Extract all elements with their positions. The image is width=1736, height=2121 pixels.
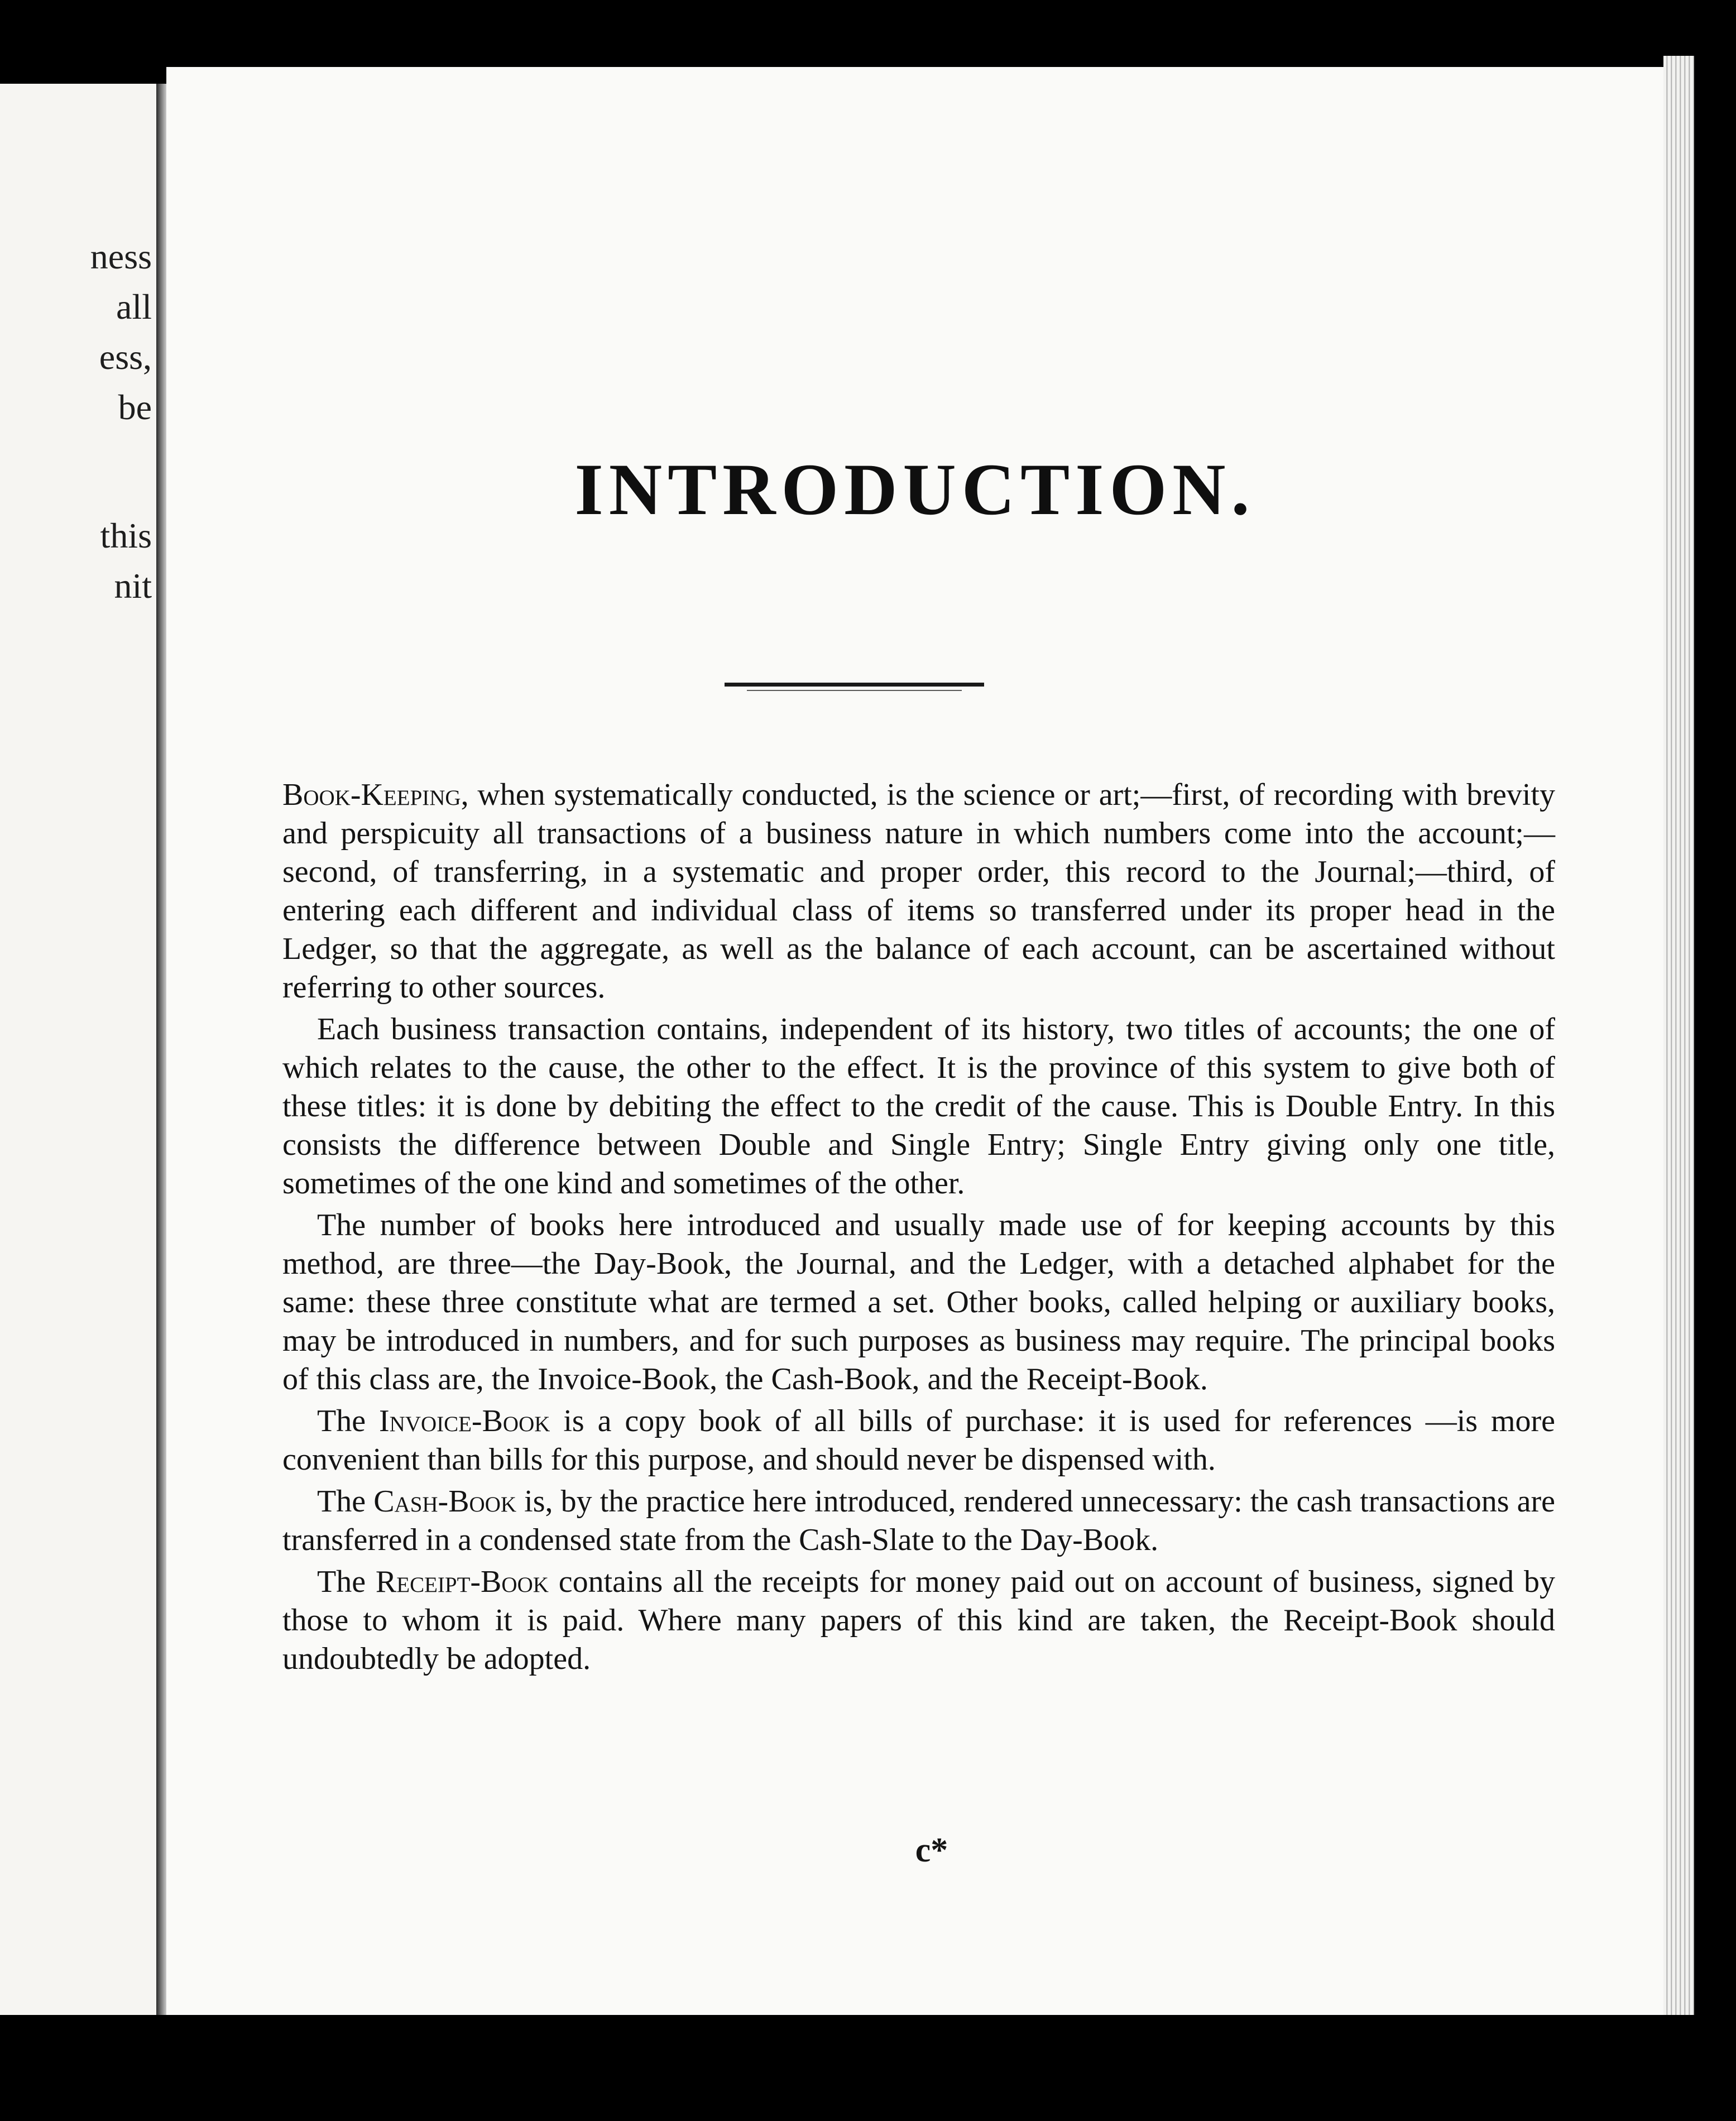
term-receipt-book: Receipt-Book bbox=[375, 1565, 549, 1599]
paragraph-text: Each business transaction contains, independent of its history, two titles of accounts; the one of which relates to the cause, the other to the effect. It is the province of this system to give both of these titles: it is done by debiting the effect to the credit of the cause. This is Double Entry. In this consists the difference between Double and Single Entry; Single Entry giving only one title, sometimes of the one kind and sometimes of the other. bbox=[282, 1012, 1555, 1201]
term-cash-book: Cash-Book bbox=[373, 1484, 517, 1519]
left-page-fragment: ness bbox=[90, 237, 152, 276]
signature-mark: c* bbox=[915, 1831, 948, 1869]
title-divider bbox=[725, 683, 984, 687]
book-gutter bbox=[156, 84, 166, 2015]
paragraph-text: is, by the practice here introduced, rendered unnecessary: the cash transactions are transferred in a condensed state from the Cash-Slate to the Day-Book. bbox=[282, 1484, 1556, 1557]
left-page-fragment: ess, bbox=[99, 337, 152, 377]
paragraph-text: when systematically conducted, is the science or art;—first, of recording with brevity and perspicuity all transactions of a business nature in which numbers come into the account;—second, of transferring, in a systematic and proper order, this record to the Journal;—third, of entering each different and individual class of items so transferred under its proper head in the Ledger, so that the aggregate, as well as the balance of each account, can be ascertained without referring to other sources. bbox=[282, 778, 1555, 1005]
left-page-fragment: be bbox=[118, 387, 152, 427]
left-page-fragment: this bbox=[100, 516, 152, 555]
paragraph-receipt-book bbox=[282, 1563, 1555, 1678]
paragraph-text: contains all the receipts for money paid out on account of business, signed by those to whom it is paid. Where many papers of this kind are taken, the Receipt-Book should undoubtedly be adopted. bbox=[282, 1565, 1556, 1676]
paragraph-cash-book bbox=[282, 1482, 1555, 1559]
left-page-fragment: all bbox=[116, 287, 152, 327]
paragraph-invoice-book bbox=[282, 1402, 1555, 1479]
paragraph-text: The number of books here introduced and usually made use of for keeping accounts by this method, are three—the Day-Book, the Journal, and the Ledger, with a detached alphabet for the same: these three constitute what are termed a set. Other books, called helping or auxiliary books, may be introduced in numbers, and for such purposes as business may require. The principal books of this class are, the Invoice-Book, the Cash-Book, and the Receipt-Book. bbox=[282, 1208, 1555, 1397]
paragraph-prefix: The bbox=[317, 1565, 376, 1599]
paragraph-prefix: The bbox=[317, 1404, 379, 1438]
main-page bbox=[166, 67, 1663, 2015]
paragraph-books bbox=[282, 1206, 1555, 1399]
term-book-keeping: Book-Keeping, bbox=[282, 778, 469, 812]
paragraph-text: is a copy book of all bills of purchase: it is used for references —is more convenient than bills for this purpose, and should never be dispensed with. bbox=[282, 1404, 1556, 1477]
page-title: INTRODUCTION. bbox=[574, 448, 1255, 530]
left-page-fragment: nit bbox=[114, 566, 152, 606]
left-page bbox=[0, 84, 156, 2015]
body-text bbox=[282, 776, 1555, 1682]
paragraph-book-keeping bbox=[282, 776, 1555, 1007]
paragraph-prefix: The bbox=[317, 1484, 374, 1519]
paragraph-double-entry bbox=[282, 1010, 1555, 1203]
page-edges bbox=[1663, 56, 1694, 2015]
term-invoice-book: Invoice-Book bbox=[378, 1404, 550, 1438]
